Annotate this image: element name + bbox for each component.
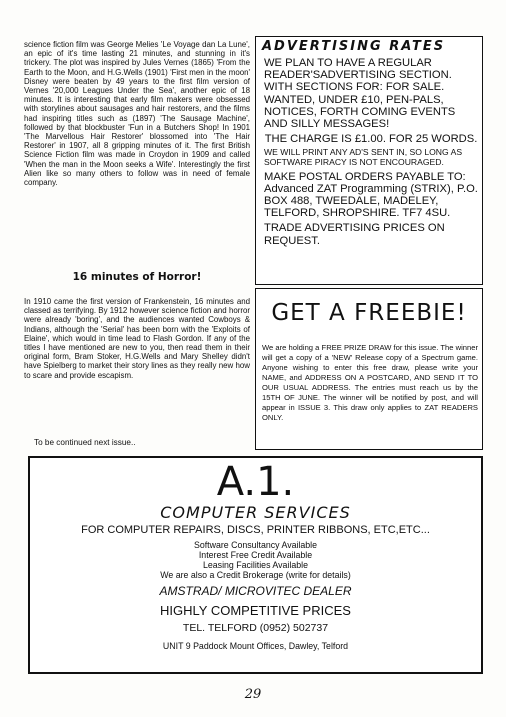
advertising-intro: WE PLAN TO HAVE A REGULAR READER'SADVERTISING SECTION. WITH SECTIONS FOR: FOR SALE. WANTED, UNDER £10, PEN-PALS, NOTICES, FORTH COMING EVENTS AND SILLY MESSAGES! bbox=[264, 57, 456, 131]
article-column bbox=[24, 40, 250, 187]
advertising-rates-box bbox=[255, 36, 483, 285]
ad-line-repairs: FOR COMPUTER REPAIRS, DISCS, PRINTER RIBBONS, ETC,ETC... bbox=[81, 524, 430, 536]
advertising-policy: WE WILL PRINT ANY AD'S SENT IN, SO LONG AS SOFTWARE PIRACY IS NOT ENCOURAGED. bbox=[264, 147, 463, 168]
advertising-body bbox=[264, 57, 478, 250]
ad-logo: A.1. bbox=[216, 459, 295, 505]
freebie-box bbox=[255, 288, 483, 450]
ad-line-address: UNIT 9 Paddock Mount Offices, Dawley, Telford bbox=[162, 641, 349, 651]
freebie-body: We are holding a FREE PRIZE DRAW for this issue. The winner will get a copy of a 'NEW' Release copy of a Spectrum game. Anyone wishing to enter this free draw, please write your NAME, and ADDRESS ON A POSTCARD, AND SEND IT TO OUR USUAL ADDRESS. The entries must reach us by the 15TH OF JUNE. The winner will be notified by post, and will appear in ISSUE 3. This draw only applies to ZAT READERS ONLY. bbox=[262, 343, 478, 422]
article-column-2 bbox=[24, 297, 250, 380]
advertising-trade: TRADE ADVERTISING PRICES ON REQUEST. bbox=[264, 222, 445, 247]
a1-computer-services-ad bbox=[28, 456, 483, 674]
ad-subtitle: COMPUTER SERVICES bbox=[160, 503, 351, 522]
article-paragraph-2: In 1910 came the first version of Frankenstein, 16 minutes and classed as terrifying. By 1912 however science fiction and horror were already 'boring', and the audiences wanted Cowboys & Indians, although the 'Serial' has been born with the 'Exploits of Elaine', which would in time lead to Flash Gordon. If any of the titles I have mentioned are new to you, then read them in their original form, Bram Stoker, H.G.Wells and Mary Shelley didn't have Spielberg to market their story lines as they really new how to scare and provide escapism. bbox=[24, 297, 250, 380]
page-number: 29 bbox=[244, 687, 262, 702]
ad-line-prices: HIGHLY COMPETITIVE PRICES bbox=[160, 603, 351, 618]
freebie-title: GET A FREEBIE! bbox=[271, 300, 467, 326]
advertising-charge: THE CHARGE IS £1.00. FOR 25 WORDS. bbox=[264, 133, 478, 146]
ad-line-software: Software Consultancy Available bbox=[193, 540, 318, 550]
ad-line-brokerage: We are also a Credit Brokerage (write for details) bbox=[160, 570, 351, 580]
ad-line-telephone: TEL. TELFORD (0952) 502737 bbox=[182, 622, 329, 634]
advertising-title: ADVERTISING RATES bbox=[262, 39, 446, 54]
article-heading: 16 minutes of Horror! bbox=[72, 271, 202, 283]
continued-note: To be continued next issue.. bbox=[34, 438, 136, 447]
ad-line-credit: Interest Free Credit Available bbox=[198, 550, 313, 560]
article-paragraph-1: science fiction film was George Melies 'Le Voyage dan La Lune', an epic of it's time lasting 21 minutes, and stunning in it's trickery. The plot was inspired by Jules Vernes (1865) 'From the Earth to the Moon, and H.G.Wells (1901) 'First men in the moon' Disney were beaten by 49 years to the first film version of Vernes '20,000 Leagues Under the Sea', another epic of 18 minutes. It is interesting that early film makers were obsessed with storylines about sausages and hair restorers, and the films had inspiring titles such as (1897) 'The Sausage Machine', followed by that blockbuster 'Fun in a Butchers Shop! In 1901 'The Marvellous Hair Restorer' blossomed into 'The Hair Restorer' in 1907, all 8 gripping minutes of it. The first British Science Fiction film was made in Croydon in 1909 and called 'When the man in the Moon seeks a Wife'. Interestingly the first Alien like so many others to follow was in need of female company. bbox=[24, 40, 250, 188]
advertising-payment: MAKE POSTAL ORDERS PAYABLE TO: Advanced ZAT Programming (STRIX), P.O. BOX 488, TWEEDALE, MADELEY, TELFORD, SHROPSHIRE. TF7 4SU. bbox=[264, 170, 478, 220]
ad-line-leasing: Leasing Facilities Available bbox=[203, 560, 308, 570]
ad-line-dealer: AMSTRAD/ MICROVITEC DEALER bbox=[159, 584, 352, 598]
